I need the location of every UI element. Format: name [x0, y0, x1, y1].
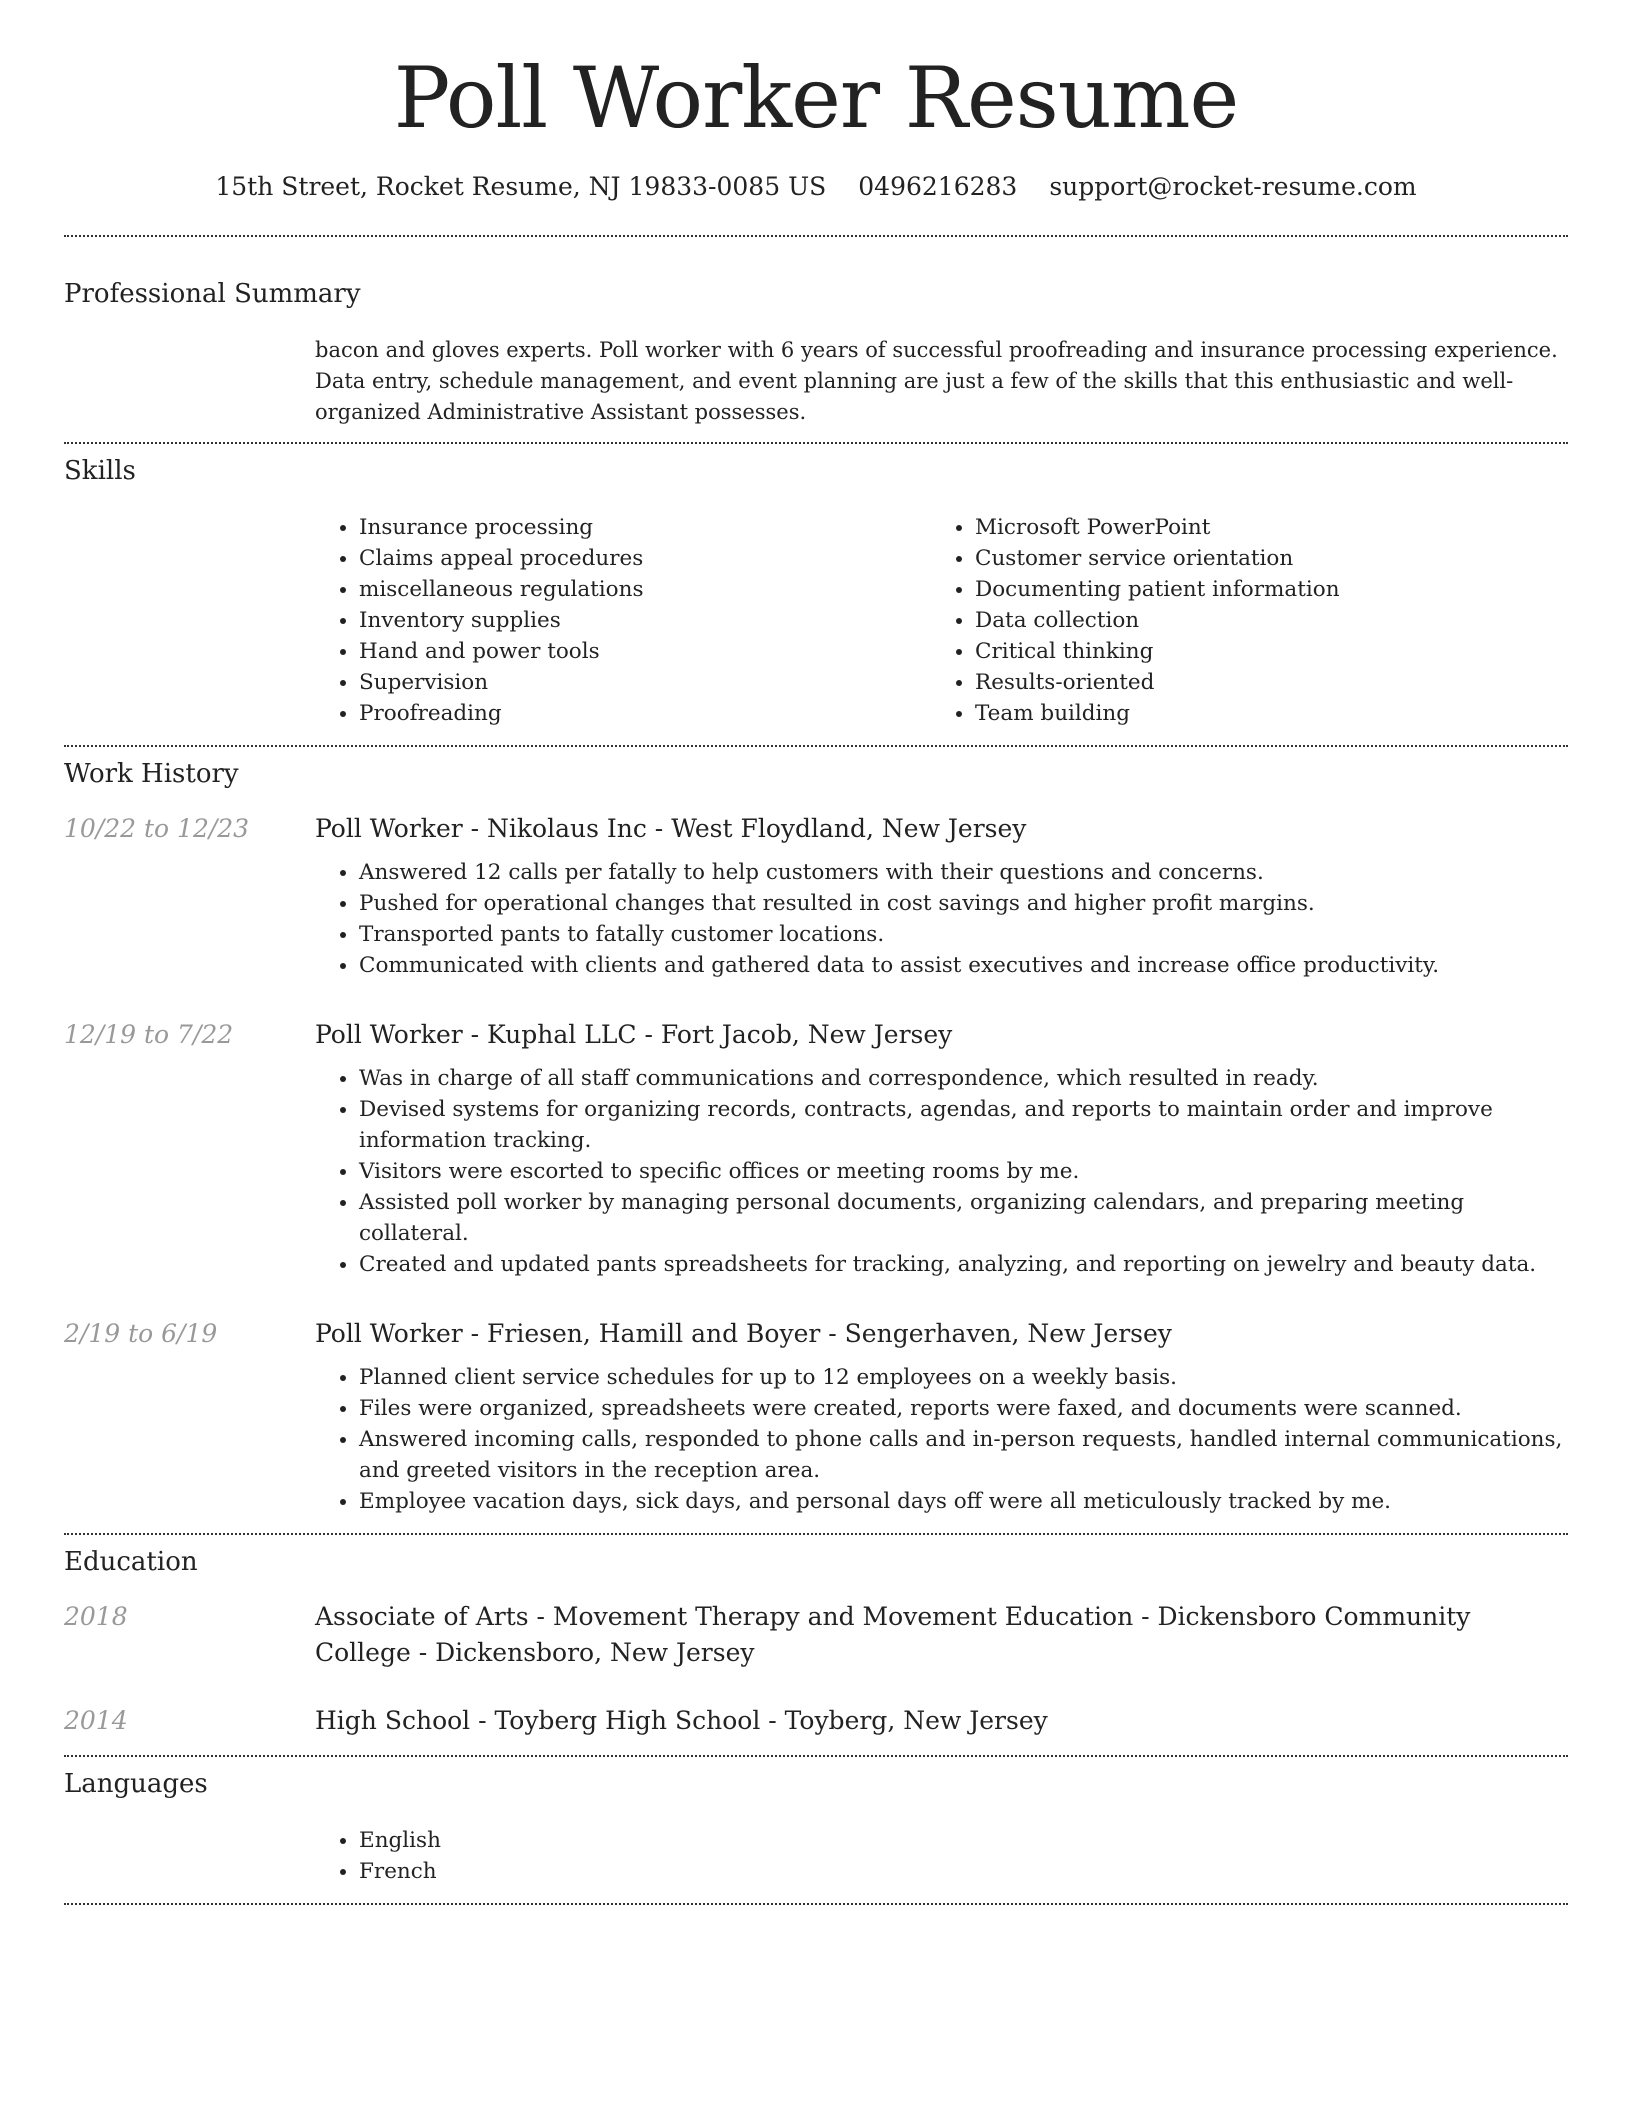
skills-heading: Skills — [64, 456, 136, 487]
skill-item: • miscellaneous regulations — [359, 574, 931, 605]
work-section — [64, 747, 1568, 1533]
skill-item: • Insurance processing — [359, 512, 931, 543]
skill-item: • Proofreading — [359, 698, 931, 729]
education-date: 2014 — [64, 1706, 128, 1736]
language-item: • English — [359, 1825, 1568, 1856]
education-title — [315, 1599, 1568, 1671]
job-bullet: • Assisted poll worker by managing personal documents, organizing calendars, and preparing meeting collateral. — [359, 1187, 1568, 1249]
skill-item: • Hand and power tools — [359, 636, 931, 667]
skill-item: • Customer service orientation — [975, 543, 1547, 574]
job-bullet: • Pushed for operational changes that resulted in cost savings and higher profit margins. — [359, 888, 1568, 919]
skill-item: • Critical thinking — [975, 636, 1547, 667]
education-date: 2018 — [64, 1602, 128, 1632]
resume-title: Poll Worker Resume — [393, 49, 1239, 147]
summary-heading: Professional Summary — [64, 279, 361, 310]
job-bullet: • Answered 12 calls per fatally to help customers with their questions and concerns. — [359, 857, 1568, 888]
contact-line — [64, 172, 1568, 201]
skill-item: • Data collection — [975, 605, 1547, 636]
languages-heading: Languages — [64, 1769, 208, 1800]
job-bullet: • Visitors were escorted to specific offices or meeting rooms by me. — [359, 1156, 1568, 1187]
job-bullet: • Employee vacation days, sick days, and personal days off were all meticulously tracked by me. — [359, 1486, 1568, 1517]
skill-item: • Inventory supplies — [359, 605, 931, 636]
skill-item: • Microsoft PowerPoint — [975, 512, 1547, 543]
divider — [64, 1903, 1568, 1905]
job-title: Poll Worker - Friesen, Hamill and Boyer - Sengerhaven, New Jersey — [315, 1319, 1172, 1349]
education-section — [64, 1535, 1568, 1755]
education-title — [315, 1703, 1568, 1739]
work-heading: Work History — [64, 759, 239, 790]
job-entry — [64, 1017, 1568, 1280]
education-entry — [64, 1599, 1568, 1671]
skill-item: • Claims appeal procedures — [359, 543, 931, 574]
contact-address: 15th Street, Rocket Resume, NJ 19833-0085 US — [215, 172, 827, 202]
education-school: - Toyberg High School - Toyberg, New Jersey — [470, 1706, 1048, 1736]
job-title: Poll Worker - Kuphal LLC - Fort Jacob, New Jersey — [315, 1020, 953, 1050]
job-date: 2/19 to 6/19 — [64, 1319, 218, 1349]
contact-phone: 0496216283 — [858, 172, 1018, 202]
resume-header — [64, 0, 1568, 201]
job-bullet: • Planned client service schedules for up to 12 employees on a weekly basis. — [359, 1362, 1568, 1393]
contact-email: support@rocket-resume.com — [1049, 172, 1417, 202]
job-bullet: • Created and updated pants spreadsheets for tracking, analyzing, and reporting on jewelry and beauty data. — [359, 1249, 1568, 1280]
education-school: - Dickensboro Community College - Dickensboro, New Jersey — [315, 1602, 1471, 1668]
job-bullet: • Was in charge of all staff communications and correspondence, which resulted in ready. — [359, 1063, 1568, 1094]
skill-item: • Team building — [975, 698, 1547, 729]
job-bullet: • Transported pants to fatally customer locations. — [359, 919, 1568, 950]
job-entry — [64, 1316, 1568, 1517]
languages-section — [64, 1757, 1568, 1903]
education-entry — [64, 1703, 1568, 1739]
education-heading: Education — [64, 1547, 198, 1578]
language-item: • French — [359, 1856, 1568, 1887]
job-bullet: • Communicated with clients and gathered data to assist executives and increase office productivity. — [359, 950, 1568, 981]
job-bullet: • Files were organized, spreadsheets were created, reports were faxed, and documents were scanned. — [359, 1393, 1568, 1424]
education-degree: Associate of Arts - Movement Therapy and Movement Education — [315, 1602, 1134, 1632]
skill-item: • Documenting patient information — [975, 574, 1547, 605]
job-bullet: • Devised systems for organizing records, contracts, agendas, and reports to maintain order and improve information tracking. — [359, 1094, 1568, 1156]
skill-item: • Supervision — [359, 667, 931, 698]
job-bullet: • Answered incoming calls, responded to phone calls and in-person requests, handled internal communications, and greeted visitors in the reception area. — [359, 1424, 1568, 1486]
skills-column-left — [315, 512, 931, 729]
skill-item: • Results-oriented — [975, 667, 1547, 698]
education-degree: High School — [315, 1706, 471, 1736]
skills-section — [64, 444, 1568, 745]
skills-column-right — [931, 512, 1547, 729]
job-date: 10/22 to 12/23 — [64, 814, 250, 844]
job-date: 12/19 to 7/22 — [64, 1020, 234, 1050]
summary-section — [64, 237, 1568, 442]
job-title: Poll Worker - Nikolaus Inc - West Floydland, New Jersey — [315, 814, 1027, 844]
job-entry — [64, 811, 1568, 981]
summary-text: bacon and gloves experts. Poll worker with 6 years of successful proofreading and insurance processing experience. Data entry, schedule management, and event planning are just a few of the skills that this enthusiastic and well-organized Administrative Assistant possesses. — [315, 338, 1558, 425]
